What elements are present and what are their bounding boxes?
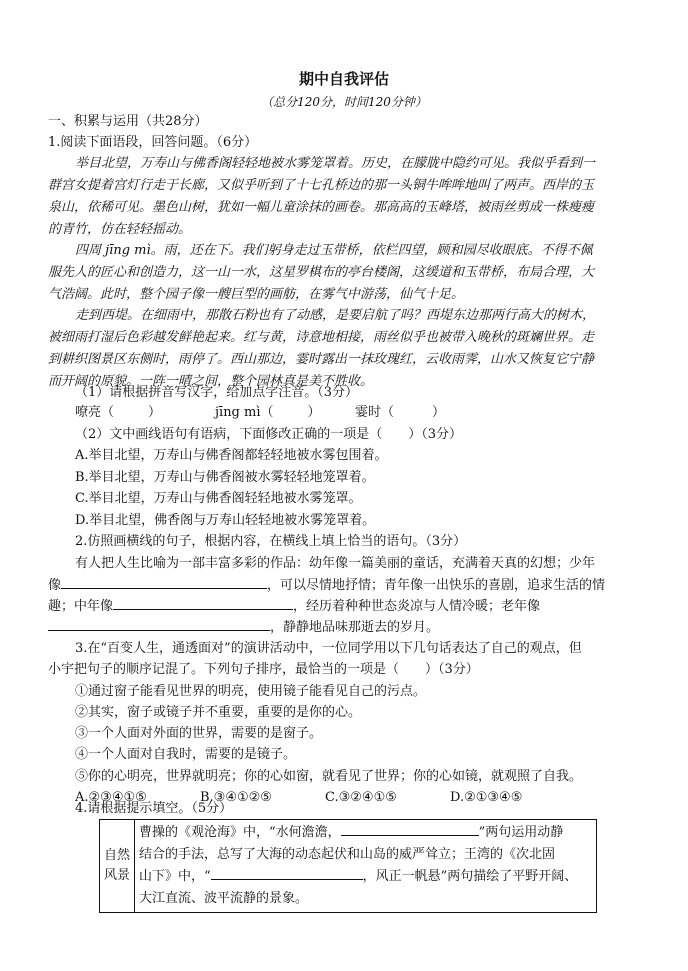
table-line: 结合的手法，总写了大海的动态起伏和山岛的威严耸立；王湾的《次北固 [139, 847, 556, 862]
question-2-heading: 2.仿照画横线的句子，根据内容，在横线上填上恰当的语句。（3分） [75, 534, 467, 549]
section-heading: 一、积累与运用（共28分） [48, 114, 208, 129]
sentence-item: ④一个人面对自我时，需要的是镜子。 [75, 747, 297, 762]
answer-blank[interactable] [341, 823, 479, 836]
passage-line: 气浩阔。此时，整个园子像一艘巨型的画舫，在雾气中游荡，仙气十足。 [48, 287, 465, 302]
category-cell: 自然 风景 [100, 820, 135, 913]
passage-line: 到耕织图景区东侧时，雨停了。西山那边，霎时露出一抹玫瑰红，云收雨霁，山水又恢复它宁静 [48, 352, 595, 367]
fill-in-table [99, 819, 597, 913]
passage-line: 走到西堤。在细雨中，那散石粉也有了动感，是要启航了吗？西堤东边那两行高大的树木， [75, 308, 596, 323]
passage-line: 四周 jīng mì。雨，还在下。我们躬身走过玉带桥，依栏四望，顾和园尽收眼底。不得不佩 [75, 243, 593, 258]
q2-line: ，静静地品味那逝去的岁月。 [48, 618, 439, 637]
sentence-item: ②其实，窗子或镜子并不重要，重要的是你的心。 [75, 705, 362, 720]
q2-line: 趣；中年像 ，经历着种种世态炎凉与人情冷暖；老年像 [48, 599, 541, 614]
question-3-heading: 3.在“百变人生，通透面对”的演讲活动中，一位同学用以下几句话表达了自己的观点，但 [75, 641, 582, 656]
sentence-item: ③一个人面对外面的世界，需要的是窗子。 [75, 726, 323, 741]
passage-line: 被细雨打湿后色彩越发鲜艳起来。红与黄，诗意地相接，雨丝似乎也被带入晚秋的斑斓世界。走 [48, 330, 595, 345]
q2-line: 像 ，可以尽情地抒情；青年像一出快乐的喜剧，追求生活的情 [48, 578, 606, 593]
option-d: D.举目北望，佛香阁与万寿山轻轻地被水雾笼罩着。 [75, 513, 376, 528]
pinyin-item-1: 嘹亮（ ） [75, 405, 162, 420]
choice-d: D.②①③④⑤ [450, 790, 523, 805]
q2-line: 有人把人生比喻为一部丰富多彩的作品：幼年像一篇美丽的童话，充满着天真的幻想；少年 [75, 556, 596, 571]
passage-line: 而开阔的原貌。一阵一晴之间，整个园林真是美不胜收。 [48, 374, 374, 389]
choice-a: A.②③④①⑤ [75, 790, 147, 805]
answer-blank[interactable] [61, 576, 267, 589]
passage-line: 群宫女提着宫灯行走于长廊，又似乎听到了十七孔桥边的那一头铜牛哞哞地叫了两声。西岸的玉 [48, 178, 595, 193]
choice-c: C.③②④①⑤ [325, 790, 397, 805]
option-a: A.举目北望，万寿山与佛香阁都轻轻地被水雾包围着。 [75, 448, 388, 463]
option-c: C.举目北望，万寿山与佛香阁轻轻地被水雾笼罩。 [75, 491, 362, 506]
choice-b: B.③④①②⑤ [200, 790, 272, 805]
page-subtitle: （总分120分，时间120分钟） [261, 95, 427, 109]
table-line: 山下》中，“ ，风正一帆悬”两句描绘了平野开阔、 [139, 869, 578, 884]
answer-blank[interactable] [113, 597, 293, 610]
answer-blank[interactable] [211, 867, 363, 880]
option-b: B.举目北望，万寿山与佛香阁被水雾轻轻地笼罩着。 [75, 470, 375, 485]
question-4-heading: 4.请根据提示填空。（5分） [75, 801, 233, 816]
sentence-item: ①通过窗子能看见世界的明亮，使用镜子能看见自己的污点。 [75, 684, 427, 699]
passage-line: 的青竹，仿在轻轻摇动。 [48, 222, 192, 237]
passage-line: 泉山，依稀可见。墨色山树，犹如一幅儿童涂抹的画卷。那高高的玉峰塔，被雨丝剪成一株瘦瘦 [48, 200, 595, 215]
sub-question-1: （1）请根据拼音写汉字，给加点字注音。（3分） [75, 385, 359, 400]
table-line: 曹操的《观沧海》中，“水何澹澹， ”两句运用动静 [139, 825, 564, 840]
page-title: 期中自我评估 [298, 70, 389, 88]
pinyin-item-3: 霎时（ ） [355, 405, 446, 420]
pinyin-item-2: jīng mì（ ） [215, 405, 321, 420]
question-3-heading: 小宇把句子的顺序记混了。下列句子排序，最恰当的一项是（ ）（3分） [48, 662, 479, 677]
sub-question-2: （2）文中画线语句有语病，下面修改正确的一项是（ ）（3分） [75, 427, 463, 442]
passage-line: 服先人的匠心和创造力，这一山一水，这星罗棋布的亭台楼阁，这缓道和玉带桥，布局合理，大 [48, 265, 595, 280]
table-line: 大江直流、波平流静的景象。 [139, 891, 309, 906]
content-cell [135, 820, 597, 913]
sentence-item: ⑤你的心明亮，世界就明亮；你的心如窗，就看见了世界；你的心如镜，就观照了自我。 [75, 769, 583, 784]
passage-line: 举目北望，万寿山与佛香阁轻轻地被水雾笼罩着。历史，在朦胧中隐约可见。我似乎看到一 [75, 156, 596, 171]
question-1-heading: 1.阅读下面语段，回答问题。（6分） [48, 135, 258, 150]
answer-blank[interactable] [48, 618, 270, 631]
